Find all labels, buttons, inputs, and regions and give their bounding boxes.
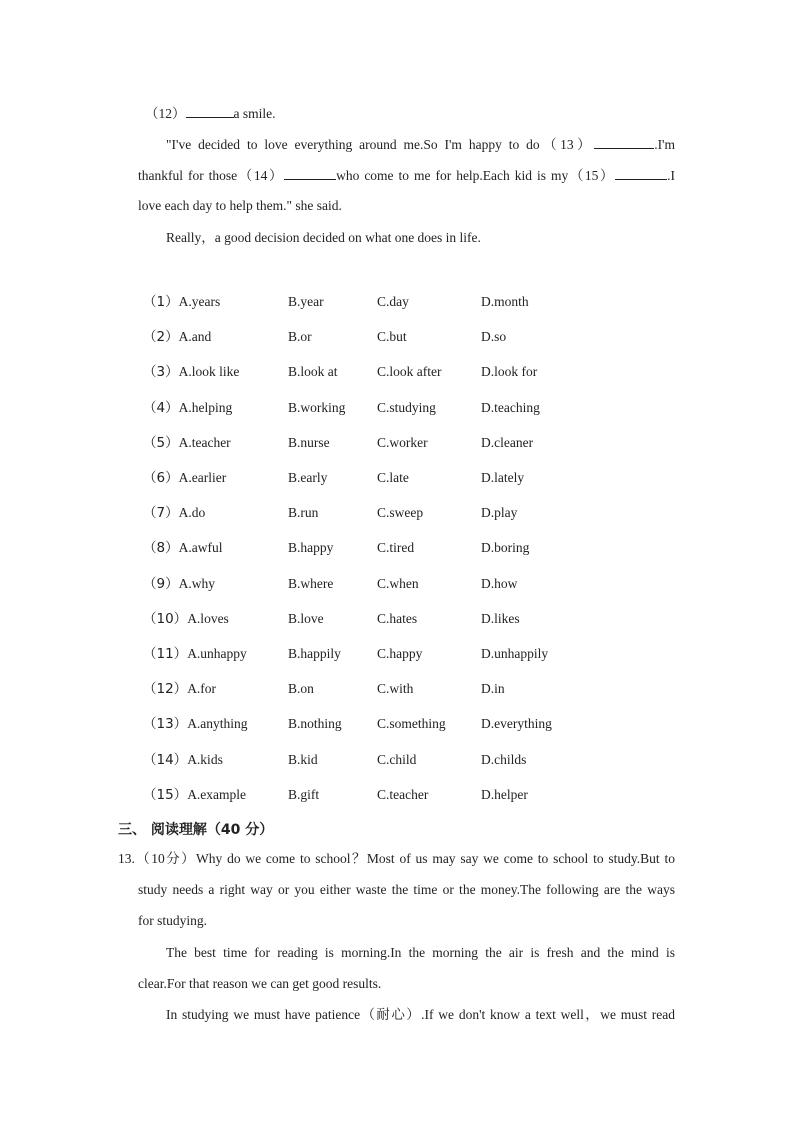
option-a: A.for xyxy=(187,681,217,696)
passage-paragraph-line: thankful for those（14） who come to me for help.Each kid is my（15） .I xyxy=(138,168,675,183)
option-b: B.nothing xyxy=(288,716,342,731)
option-d: D.in xyxy=(481,681,505,696)
option-c: C.studying xyxy=(377,400,436,415)
option-number-and-a xyxy=(143,505,205,521)
option-a: A.anything xyxy=(187,716,248,731)
option-c: C.something xyxy=(377,716,446,731)
answer-blank xyxy=(615,167,667,180)
option-d: D.helper xyxy=(481,787,528,802)
option-number-and-a xyxy=(143,681,216,697)
answer-blank xyxy=(284,167,336,180)
question-13-line: for studying. xyxy=(138,913,207,928)
option-b: B.love xyxy=(288,611,324,626)
option-number-and-a xyxy=(143,470,226,486)
blank-number: （12） xyxy=(145,106,186,121)
option-number-and-a xyxy=(143,752,223,768)
option-b: B.where xyxy=(288,576,334,591)
option-d: D.play xyxy=(481,505,518,520)
reading-paragraph-line: clear.For that reason we can get good results. xyxy=(138,976,382,991)
option-c: C.happy xyxy=(377,646,423,661)
option-number: （12） xyxy=(143,681,188,697)
option-a: A.earlier xyxy=(178,470,227,485)
option-b: B.year xyxy=(288,294,324,309)
option-c: C.with xyxy=(377,681,414,696)
answer-blank xyxy=(594,136,654,149)
option-number-and-a xyxy=(143,611,229,627)
reading-paragraph-line: The best time for reading is morning.In the morning the air is fresh and the mind is xyxy=(166,945,675,960)
option-number: （7） xyxy=(143,505,179,521)
option-number: （11） xyxy=(143,646,188,662)
option-number-and-a xyxy=(143,576,215,592)
option-b: B.look at xyxy=(288,364,338,379)
option-b: B.nurse xyxy=(288,435,330,450)
option-d: D.unhappily xyxy=(481,646,549,661)
question-13-line: study needs a right way or you either waste the time or the money.The following are the ways xyxy=(138,882,675,897)
option-number: （14） xyxy=(143,752,188,768)
option-number: （6） xyxy=(143,470,179,486)
option-d: D.how xyxy=(481,576,518,591)
option-a: A.awful xyxy=(178,540,223,555)
option-number-and-a xyxy=(143,787,246,803)
option-b: B.or xyxy=(288,329,312,344)
option-b: B.run xyxy=(288,505,319,520)
option-number: （10） xyxy=(143,611,188,627)
option-d: D.look for xyxy=(481,364,538,379)
option-c: C.child xyxy=(377,752,417,767)
passage-paragraph-line: "I've decided to love everything around me.So I'm happy to do（13） .I'm xyxy=(166,137,675,152)
passage-paragraph-line: love each day to help them." she said. xyxy=(138,198,342,213)
option-b: B.on xyxy=(288,681,314,696)
option-a: A.do xyxy=(178,505,206,520)
option-b: B.happily xyxy=(288,646,341,661)
passage-line-12 xyxy=(145,105,276,122)
option-c: C.late xyxy=(377,470,409,485)
option-a: A.kids xyxy=(187,752,223,767)
option-d: D.cleaner xyxy=(481,435,534,450)
option-number: （3） xyxy=(143,364,179,380)
option-c: C.day xyxy=(377,294,409,309)
option-number: （15） xyxy=(143,787,188,803)
option-c: C.worker xyxy=(377,435,428,450)
option-a: A.example xyxy=(187,787,247,802)
option-d: D.teaching xyxy=(481,400,540,415)
option-d: D.childs xyxy=(481,752,527,767)
option-a: A.and xyxy=(178,329,212,344)
option-number: （9） xyxy=(143,576,179,592)
option-d: D.so xyxy=(481,329,507,344)
option-b: B.early xyxy=(288,470,328,485)
option-c: C.when xyxy=(377,576,419,591)
option-number-and-a xyxy=(143,400,232,416)
option-a: A.years xyxy=(178,294,221,309)
option-c: C.sweep xyxy=(377,505,424,520)
option-number: （2） xyxy=(143,329,179,345)
option-b: B.gift xyxy=(288,787,320,802)
option-c: C.look after xyxy=(377,364,442,379)
option-number-and-a xyxy=(143,329,211,345)
option-number-and-a xyxy=(143,435,231,451)
option-c: C.tired xyxy=(377,540,415,555)
option-c: C.but xyxy=(377,329,407,344)
option-number-and-a xyxy=(143,540,222,556)
option-a: A.unhappy xyxy=(187,646,247,661)
option-number-and-a xyxy=(143,294,220,310)
option-a: A.loves xyxy=(187,611,229,626)
option-a: A.teacher xyxy=(178,435,231,450)
section-heading: 三、 阅读理解（40 分） xyxy=(118,822,274,838)
option-c: C.hates xyxy=(377,611,418,626)
option-d: D.month xyxy=(481,294,529,309)
option-number: （1） xyxy=(143,294,179,310)
option-number-and-a xyxy=(143,716,248,732)
option-number: （4） xyxy=(143,400,179,416)
option-d: D.boring xyxy=(481,540,530,555)
option-c: C.teacher xyxy=(377,787,429,802)
passage-text: a smile. xyxy=(233,106,276,121)
option-d: D.lately xyxy=(481,470,525,485)
question-13-line: 13.（10分）Why do we come to school？Most of us may say we come to school to study.But to xyxy=(118,851,675,866)
option-number-and-a xyxy=(143,364,239,380)
option-a: A.look like xyxy=(178,364,240,379)
option-number: （8） xyxy=(143,540,179,556)
option-a: A.helping xyxy=(178,400,233,415)
option-number: （13） xyxy=(143,716,188,732)
answer-blank xyxy=(186,105,234,118)
reading-paragraph-line: In studying we must have patience（耐心）.If we don't know a text well，we must read xyxy=(166,1007,675,1022)
option-b: B.kid xyxy=(288,752,318,767)
option-b: B.working xyxy=(288,400,346,415)
passage-conclusion: Really，a good decision decided on what one does in life. xyxy=(166,230,481,245)
option-number: （5） xyxy=(143,435,179,451)
option-d: D.everything xyxy=(481,716,552,731)
option-a: A.why xyxy=(178,576,215,591)
option-d: D.likes xyxy=(481,611,520,626)
option-b: B.happy xyxy=(288,540,334,555)
option-number-and-a xyxy=(143,646,247,662)
